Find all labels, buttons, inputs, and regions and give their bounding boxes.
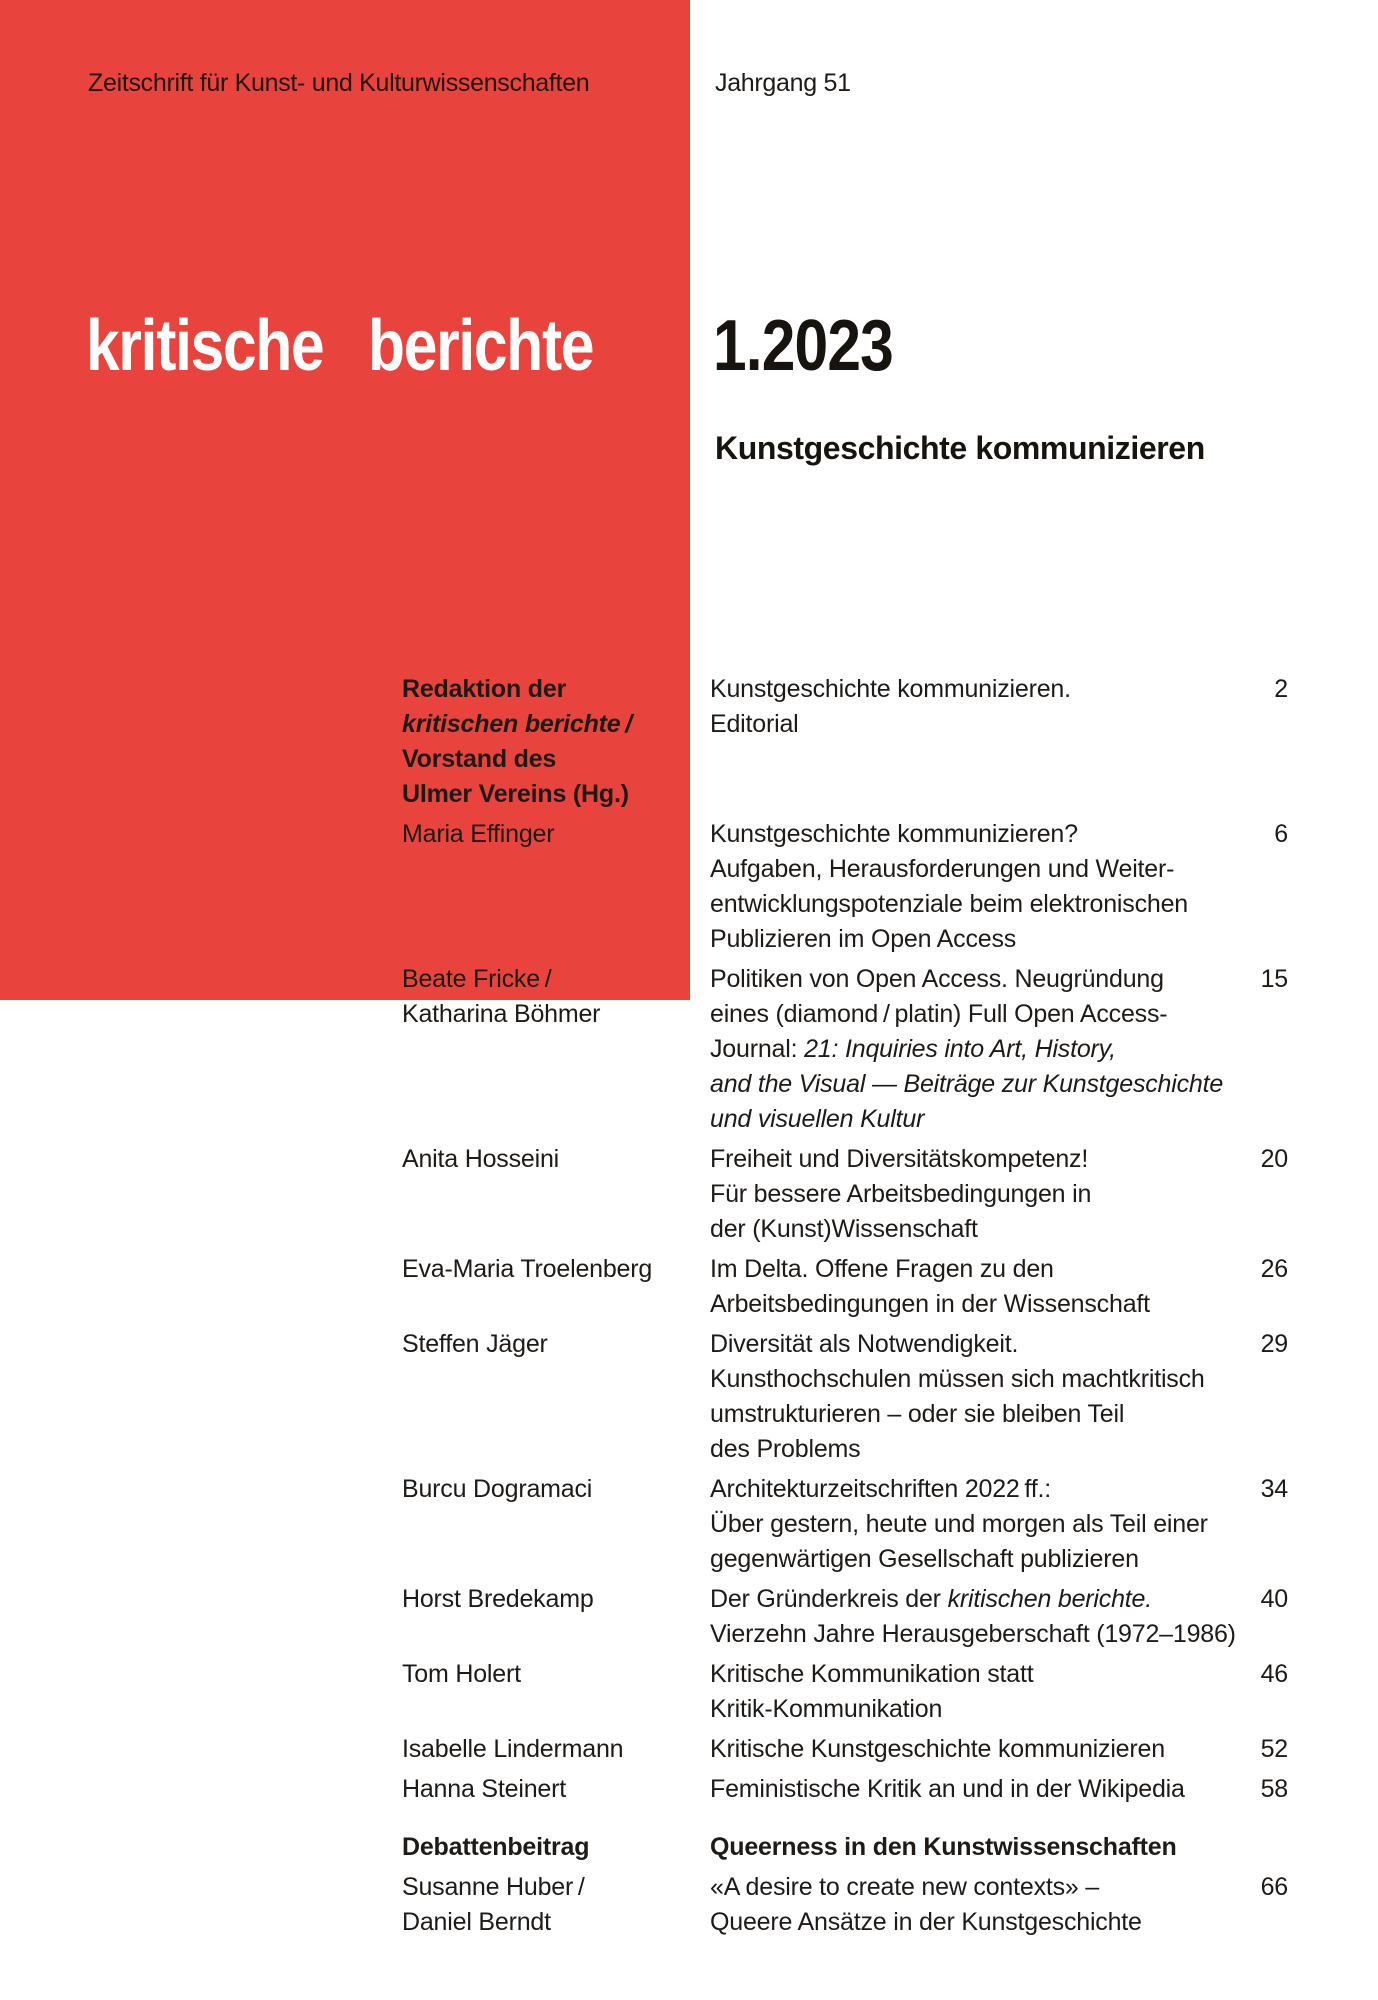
- toc-title-line: [710, 922, 1258, 957]
- toc-text-segment: Kritische Kunstgeschichte kommunizieren: [710, 1735, 1165, 1763]
- toc-author-cell: [402, 1772, 710, 1807]
- toc-text-segment: Tom Holert: [402, 1660, 521, 1688]
- toc-row: [402, 1252, 1288, 1322]
- toc-row: [402, 962, 1288, 1137]
- toc-author-line: [402, 1252, 710, 1287]
- toc-page-number: 29: [1260, 1330, 1288, 1358]
- toc-text-segment: Editorial: [710, 710, 799, 738]
- toc-title-cell: [710, 1327, 1258, 1467]
- toc-row: [402, 817, 1288, 957]
- toc-text-segment: Diversität als Notwendigkeit.: [710, 1330, 1019, 1358]
- journal-title: kritische berichte: [86, 306, 594, 386]
- toc-text-segment: Eva-Maria Troelenberg: [402, 1255, 653, 1283]
- toc-author-line: [402, 1870, 710, 1905]
- toc-title-line: [710, 817, 1258, 852]
- toc-title-cell: [710, 1582, 1258, 1652]
- toc-page-number: 2: [1274, 675, 1288, 703]
- toc-text-segment: Über gestern, heute und morgen als Teil einer: [710, 1510, 1208, 1538]
- issue-theme: Kunstgeschichte kommunizieren: [715, 430, 1205, 466]
- toc-row: [402, 1657, 1288, 1727]
- toc-title-line: [710, 1102, 1258, 1137]
- toc-text-segment: Anita Hosseini: [402, 1145, 560, 1173]
- toc-text-segment: Hanna Steinert: [402, 1775, 566, 1803]
- toc-text-segment: kritischen berichte /: [402, 710, 633, 738]
- toc-title-line: [710, 1177, 1258, 1212]
- toc-author-cell: [402, 1732, 710, 1767]
- toc-text-segment: Aufgaben, Herausforderungen und Weiter-: [710, 855, 1175, 883]
- volume-label: Jahrgang 51: [715, 69, 851, 97]
- toc-text-segment: des Problems: [710, 1435, 861, 1463]
- toc-author-line: [402, 742, 710, 777]
- toc-row: [402, 1327, 1288, 1467]
- toc-title-cell: [710, 1657, 1258, 1727]
- toc-author-cell: [402, 817, 710, 957]
- toc-author-line: [402, 817, 710, 852]
- toc-title-cell: [710, 1252, 1258, 1322]
- toc-title-cell: [710, 1142, 1258, 1247]
- toc-text-segment: Publizieren im Open Access: [710, 925, 1017, 953]
- toc-author-line: [402, 997, 710, 1032]
- toc-text-segment: Kunsthochschulen müssen sich machtkritisch: [710, 1365, 1205, 1393]
- toc-author-line: [402, 672, 710, 707]
- toc-author-cell: [402, 1142, 710, 1247]
- toc-text-segment: Der Gründerkreis der: [710, 1585, 948, 1613]
- toc-title-line: [710, 1472, 1258, 1507]
- toc-author-line: [402, 1905, 710, 1940]
- toc-author-line: [402, 777, 710, 812]
- toc-title-cell: [710, 817, 1258, 957]
- toc-row: [402, 672, 1288, 812]
- toc-text-segment: and the Visual — Beiträge zur Kunstgeschichte: [710, 1070, 1224, 1098]
- toc-author-line: [402, 1732, 710, 1767]
- toc-text-segment: der (Kunst)Wissenschaft: [710, 1215, 978, 1243]
- toc-title-cell: [710, 672, 1258, 812]
- toc-author-line: [402, 1772, 710, 1807]
- toc-title-line: [710, 1212, 1258, 1247]
- toc-author-line: [402, 707, 710, 742]
- toc-author-line: [402, 1142, 710, 1177]
- toc-title-cell: [710, 1472, 1258, 1577]
- toc-author-line: [402, 962, 710, 997]
- toc-text-segment: kritischen berichte.: [947, 1585, 1152, 1613]
- toc-title-line: [710, 1582, 1258, 1617]
- toc-title-line: [710, 887, 1258, 922]
- toc-title-line: [710, 1657, 1258, 1692]
- toc-text-segment: Politiken von Open Access. Neugründung: [710, 965, 1164, 993]
- toc-title-line: [710, 1362, 1258, 1397]
- toc-text-segment: Kritische Kommunikation statt: [710, 1660, 1034, 1688]
- toc-title-cell: [710, 1870, 1258, 1940]
- toc-author-line: [402, 1327, 710, 1362]
- toc-title-line: [710, 1772, 1258, 1807]
- toc-text-segment: Architekturzeitschriften 2022 ff.:: [710, 1475, 1051, 1503]
- toc-text-segment: Queere Ansätze in der Kunstgeschichte: [710, 1908, 1142, 1936]
- toc-author-line: [402, 1830, 710, 1865]
- toc-text-segment: 21: Inquiries into Art, History,: [804, 1035, 1116, 1063]
- issue-number: 1.2023: [713, 306, 893, 386]
- toc-title-line: [710, 1732, 1258, 1767]
- toc-author-line: [402, 1657, 710, 1692]
- toc-text-segment: Für bessere Arbeitsbedingungen in: [710, 1180, 1092, 1208]
- toc-page-number: 52: [1260, 1735, 1288, 1763]
- toc-text-segment: Steffen Jäger: [402, 1330, 548, 1358]
- toc-title-line: [710, 1397, 1258, 1432]
- toc-title-cell: [710, 1732, 1258, 1767]
- toc-title-cell: [710, 962, 1258, 1137]
- toc-text-segment: entwicklungspotenziale beim elektronischen: [710, 890, 1188, 918]
- toc-text-segment: Susanne Huber /: [402, 1873, 585, 1901]
- toc-text-segment: Im Delta. Offene Fragen zu den: [710, 1255, 1054, 1283]
- toc-title-cell: [710, 1830, 1258, 1865]
- toc-page-number: 40: [1260, 1585, 1288, 1613]
- toc-page-number: 20: [1260, 1145, 1288, 1173]
- toc-text-segment: Arbeitsbedingungen in der Wissenschaft: [710, 1290, 1150, 1318]
- toc-page-number: 15: [1260, 965, 1288, 993]
- toc-author-cell: [402, 1327, 710, 1467]
- toc-page-number: 6: [1274, 820, 1288, 848]
- toc-text-segment: Feministische Kritik an und in der Wikipedia: [710, 1775, 1185, 1803]
- toc-row: [402, 1772, 1288, 1807]
- toc-author-cell: [402, 1582, 710, 1652]
- toc-text-segment: Redaktion der: [402, 675, 567, 703]
- toc-title-line: [710, 1870, 1258, 1905]
- toc-page-number: 46: [1260, 1660, 1288, 1688]
- toc-title-line: [710, 1542, 1258, 1577]
- toc-text-segment: Maria Effinger: [402, 820, 555, 848]
- toc-text-segment: Horst Bredekamp: [402, 1585, 594, 1613]
- toc-text-segment: «A desire to create new contexts» –: [710, 1873, 1100, 1901]
- toc-page-number: 34: [1260, 1475, 1288, 1503]
- toc-text-segment: Isabelle Lindermann: [402, 1735, 624, 1763]
- toc-title-line: [710, 962, 1258, 997]
- toc-title-line: [710, 1327, 1258, 1362]
- toc-row: [402, 1830, 1288, 1865]
- toc-title-line: [710, 1252, 1258, 1287]
- toc-title-line: [710, 1507, 1258, 1542]
- toc-title-line: [710, 707, 1258, 742]
- toc-title-line: [710, 1032, 1258, 1067]
- toc-text-segment: Kunstgeschichte kommunizieren?: [710, 820, 1078, 848]
- toc-title-line: [710, 672, 1258, 707]
- table-of-contents: [402, 672, 1288, 1945]
- toc-title-line: [710, 1142, 1258, 1177]
- toc-title-line: [710, 1287, 1258, 1322]
- toc-text-segment: Vorstand des: [402, 745, 557, 773]
- toc-title-line: [710, 997, 1258, 1032]
- toc-author-cell: [402, 1657, 710, 1727]
- toc-text-segment: Freiheit und Diversitätskompetenz!: [710, 1145, 1089, 1173]
- toc-author-cell: [402, 962, 710, 1137]
- toc-text-segment: und visuellen Kultur: [710, 1105, 925, 1133]
- toc-row: [402, 1582, 1288, 1652]
- toc-title-line: [710, 1905, 1258, 1940]
- toc-text-segment: gegenwärtigen Gesellschaft publizieren: [710, 1545, 1139, 1573]
- toc-page-number: [1258, 1830, 1288, 1865]
- toc-title-line: [710, 1067, 1258, 1102]
- toc-author-line: [402, 1582, 710, 1617]
- toc-text-segment: Kritik-Kommunikation: [710, 1695, 943, 1723]
- toc-page-number: 26: [1260, 1255, 1288, 1283]
- toc-author-cell: [402, 672, 710, 812]
- toc-title-cell: [710, 1772, 1258, 1807]
- toc-author-cell: [402, 1870, 710, 1940]
- toc-author-cell: [402, 1252, 710, 1322]
- toc-page-number: 58: [1260, 1775, 1288, 1803]
- journal-subtitle: Zeitschrift für Kunst- und Kulturwissenschaften: [88, 69, 590, 97]
- toc-text-segment: Katharina Böhmer: [402, 1000, 601, 1028]
- toc-title-line: [710, 1692, 1258, 1727]
- toc-text-segment: Journal:: [710, 1035, 805, 1063]
- toc-text-segment: umstrukturieren – oder sie bleiben Teil: [710, 1400, 1125, 1428]
- toc-text-segment: Burcu Dogramaci: [402, 1475, 593, 1503]
- toc-author-cell: [402, 1830, 710, 1865]
- toc-text-segment: Beate Fricke /: [402, 965, 552, 993]
- toc-row: [402, 1472, 1288, 1577]
- toc-title-line: [710, 1432, 1258, 1467]
- toc-text-segment: Daniel Berndt: [402, 1908, 551, 1936]
- toc-title-line: [710, 1830, 1258, 1865]
- toc-text-segment: Queerness in den Kunstwissenschaften: [710, 1833, 1177, 1861]
- toc-title-line: [710, 852, 1258, 887]
- toc-text-segment: Ulmer Vereins (Hg.): [402, 780, 629, 808]
- toc-author-cell: [402, 1472, 710, 1577]
- toc-page-number: 66: [1260, 1873, 1288, 1901]
- toc-title-line: [710, 1617, 1258, 1652]
- toc-text-segment: eines (diamond / platin) Full Open Access-: [710, 1000, 1168, 1028]
- toc-row: [402, 1142, 1288, 1247]
- toc-row: [402, 1732, 1288, 1767]
- toc-text-segment: Debattenbeitrag: [402, 1833, 590, 1861]
- toc-row: [402, 1870, 1288, 1940]
- toc-text-segment: Kunstgeschichte kommunizieren.: [710, 675, 1071, 703]
- toc-author-line: [402, 1472, 710, 1507]
- toc-text-segment: Vierzehn Jahre Herausgeberschaft (1972–1986): [710, 1620, 1236, 1648]
